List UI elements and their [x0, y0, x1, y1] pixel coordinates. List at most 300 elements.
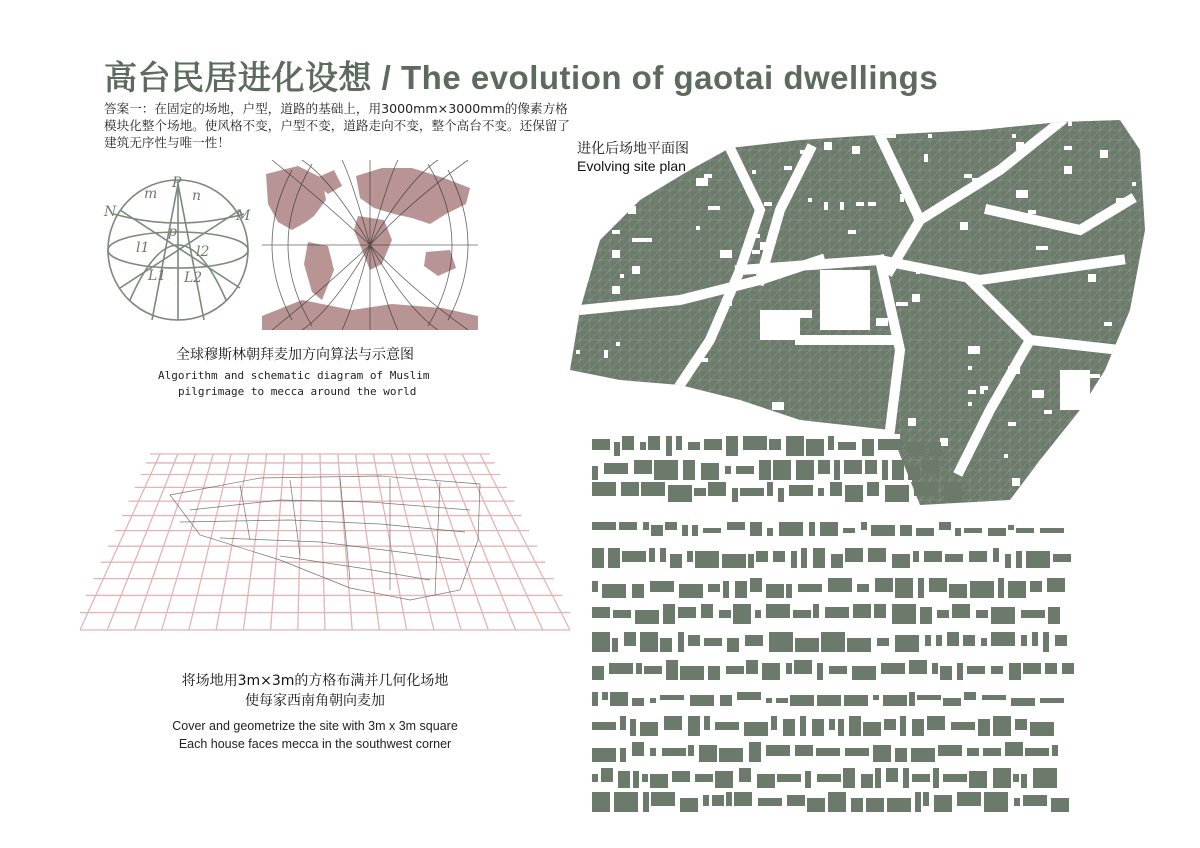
site-gap — [612, 286, 620, 294]
block-piece — [831, 554, 843, 568]
site-gap — [608, 174, 620, 182]
block-piece — [610, 692, 628, 706]
block-piece — [813, 604, 819, 618]
block-piece — [1014, 798, 1020, 806]
site-gap — [968, 346, 980, 354]
site-gap — [752, 250, 760, 254]
block-piece — [726, 792, 732, 806]
block-piece — [794, 660, 812, 674]
block-piece — [744, 722, 768, 736]
block-piece — [825, 607, 849, 618]
block-piece — [909, 692, 915, 706]
label-l1: l1 — [136, 240, 150, 256]
block-piece — [878, 439, 902, 450]
block-piece — [838, 442, 856, 450]
block-piece — [943, 774, 967, 782]
block-piece — [1026, 551, 1050, 568]
site-gap — [824, 142, 832, 150]
block-piece — [650, 774, 668, 788]
block-piece — [618, 771, 630, 788]
block-piece — [715, 722, 739, 730]
block-piece — [871, 525, 895, 536]
block-piece — [592, 666, 604, 680]
block-piece — [672, 771, 690, 782]
block-piece — [843, 768, 855, 788]
grid-line-vertical — [107, 454, 178, 630]
block-piece — [816, 748, 840, 756]
site-gap — [984, 386, 988, 390]
block-piece — [895, 748, 907, 762]
block-piece — [727, 638, 739, 652]
block-piece — [813, 548, 825, 568]
block-piece — [643, 792, 649, 812]
grid-line-vertical — [216, 454, 249, 630]
site-gap — [720, 250, 732, 258]
block-piece — [773, 551, 785, 562]
block-piece — [756, 551, 768, 562]
block-piece — [666, 436, 672, 456]
block-piece — [1015, 719, 1027, 730]
block-piece — [592, 522, 616, 530]
site-gap — [852, 146, 860, 154]
block-piece — [648, 436, 660, 450]
site-gap — [616, 342, 620, 346]
block-piece — [602, 692, 608, 700]
block-piece — [769, 439, 781, 450]
block-piece — [660, 695, 684, 700]
site-gap — [748, 118, 752, 126]
site-gap — [1016, 190, 1028, 198]
site-gap — [840, 202, 844, 210]
block-piece — [903, 768, 909, 788]
site-gap — [1100, 386, 1104, 390]
block-piece — [852, 666, 876, 680]
block-piece — [967, 748, 979, 756]
block-piece — [845, 548, 863, 562]
block-piece — [1016, 551, 1022, 568]
block-piece — [664, 716, 682, 730]
block-piece — [817, 663, 823, 680]
block-piece — [726, 666, 744, 674]
label-N: N — [104, 204, 117, 220]
site-gap — [856, 202, 864, 206]
block-piece — [885, 485, 909, 502]
site-gap — [568, 422, 576, 430]
block-piece — [991, 607, 1015, 624]
block-piece — [748, 554, 754, 568]
block-piece — [845, 748, 869, 756]
block-piece — [957, 663, 963, 680]
block-piece — [680, 666, 704, 680]
block-piece — [699, 745, 717, 762]
block-piece — [791, 551, 797, 568]
exploded-block-rows — [592, 436, 1084, 816]
algorithm-caption-en-1: Algorithm and schematic diagram of Muslim — [158, 369, 430, 382]
site-gap — [1132, 182, 1136, 186]
block-piece — [758, 798, 782, 806]
block-piece — [757, 774, 775, 788]
block-piece — [861, 774, 873, 788]
block-piece — [949, 584, 967, 598]
block-piece — [715, 771, 733, 788]
block-piece — [809, 522, 815, 536]
block-piece — [592, 748, 616, 762]
algorithm-caption-en-2: pilgrimage to mecca around the world — [178, 385, 417, 398]
block-piece — [740, 488, 764, 496]
site-gap — [968, 366, 972, 370]
block-piece — [818, 460, 830, 474]
site-gap — [1064, 166, 1072, 174]
site-gap — [1136, 458, 1144, 466]
block-piece — [766, 584, 784, 598]
block-piece — [786, 584, 792, 598]
block-piece — [925, 635, 931, 646]
block-piece — [887, 798, 911, 812]
block-piece — [624, 632, 636, 646]
block-piece — [927, 716, 945, 730]
block-piece — [916, 528, 934, 536]
block-piece — [875, 578, 893, 592]
grid-line-vertical — [80, 454, 160, 630]
block-piece — [853, 604, 871, 618]
block-piece — [918, 578, 924, 598]
block-piece — [907, 442, 925, 456]
block-piece — [884, 719, 896, 730]
block-piece — [866, 798, 884, 812]
block-piece — [654, 460, 678, 480]
block-piece — [1053, 554, 1071, 562]
block-piece — [621, 482, 639, 496]
block-piece — [668, 485, 692, 502]
block-piece — [636, 663, 642, 674]
block-piece — [991, 632, 1015, 646]
block-piece — [821, 632, 845, 652]
block-piece — [703, 528, 721, 533]
site-gap — [564, 410, 572, 414]
block-piece — [991, 666, 1003, 674]
site-gap — [792, 122, 800, 126]
block-piece — [834, 460, 840, 480]
site-gap — [580, 262, 592, 270]
block-piece — [679, 584, 703, 598]
block-piece — [694, 488, 706, 496]
block-piece — [642, 774, 648, 782]
block-piece — [863, 722, 881, 736]
block-piece — [720, 695, 732, 706]
block-piece — [937, 610, 949, 618]
block-piece — [644, 666, 662, 674]
block-piece — [779, 522, 803, 536]
site-gap — [1068, 118, 1072, 126]
site-gap — [604, 350, 608, 358]
block-piece — [1013, 774, 1019, 782]
site-gap — [568, 118, 572, 126]
block-piece — [608, 548, 620, 568]
block-piece — [783, 719, 795, 736]
block-piece — [998, 578, 1004, 598]
block-piece — [620, 748, 626, 762]
block-piece — [688, 716, 700, 736]
block-piece — [732, 488, 738, 502]
site-gap — [928, 134, 932, 138]
block-piece — [687, 551, 693, 562]
block-piece — [737, 692, 761, 700]
block-piece — [1032, 632, 1038, 646]
block-piece — [877, 638, 889, 646]
site-gap — [960, 222, 968, 230]
site-gap — [1064, 146, 1072, 150]
grid-line-vertical — [356, 454, 380, 630]
block-piece — [701, 604, 713, 618]
block-piece — [736, 466, 754, 474]
block-piece — [767, 528, 773, 536]
site-gap — [764, 202, 772, 206]
block-piece — [1023, 795, 1047, 806]
site-gap — [968, 390, 976, 394]
block-piece — [766, 604, 790, 618]
block-piece — [704, 439, 722, 450]
site-gap — [708, 206, 720, 210]
block-piece — [719, 748, 743, 762]
block-piece — [875, 768, 881, 788]
block-piece — [683, 460, 695, 480]
block-piece — [967, 666, 985, 674]
block-piece — [1008, 581, 1026, 598]
block-piece — [650, 698, 656, 703]
block-piece — [755, 610, 761, 618]
block-piece — [817, 695, 841, 706]
block-piece — [900, 525, 912, 536]
block-piece — [829, 666, 847, 674]
site-gap — [564, 250, 568, 258]
block-piece — [719, 610, 731, 618]
site-gap — [964, 174, 972, 178]
label-L1: L1 — [148, 268, 167, 284]
label-n: n — [192, 188, 202, 204]
block-piece — [640, 722, 658, 736]
label-L2: L2 — [184, 270, 203, 286]
block-piece — [817, 774, 841, 782]
block-piece — [786, 436, 804, 456]
block-piece — [750, 522, 762, 536]
algorithm-caption-cn: 全球穆斯林朝拜麦加方向算法与示意图 — [176, 347, 414, 363]
block-piece — [909, 660, 927, 674]
label-M: M — [236, 208, 251, 224]
block-piece — [592, 792, 610, 812]
block-piece — [969, 551, 987, 562]
block-piece — [849, 716, 861, 736]
block-piece — [969, 771, 987, 788]
block-piece — [936, 635, 942, 646]
block-piece — [592, 774, 598, 782]
block-piece — [861, 522, 867, 530]
block-piece — [666, 660, 678, 680]
block-piece — [963, 635, 975, 646]
block-piece — [945, 554, 963, 562]
block-piece — [592, 692, 598, 706]
block-piece — [777, 774, 801, 782]
block-piece — [688, 745, 694, 756]
site-gap — [628, 206, 636, 214]
block-piece — [828, 578, 852, 592]
site-gap — [980, 386, 984, 394]
block-piece — [786, 663, 792, 674]
block-piece — [812, 719, 824, 736]
block-piece — [917, 695, 941, 700]
block-piece — [882, 460, 888, 480]
label-m: m — [144, 186, 158, 202]
block-piece — [955, 528, 961, 536]
block-piece — [988, 528, 1006, 536]
grid-line-vertical — [189, 454, 231, 630]
site-gap — [800, 310, 812, 318]
site-gap — [868, 202, 876, 206]
block-piece — [676, 436, 682, 450]
block-piece — [609, 663, 633, 674]
block-piece — [1062, 663, 1074, 674]
block-piece — [970, 581, 994, 598]
block-piece — [873, 745, 891, 762]
block-piece — [1051, 798, 1069, 812]
site-gap — [968, 402, 972, 406]
block-piece — [943, 698, 961, 706]
block-piece — [807, 798, 825, 812]
site-gap — [924, 154, 928, 162]
block-piece — [952, 604, 970, 618]
block-piece — [708, 482, 726, 496]
site-gap — [1032, 390, 1044, 398]
block-piece — [911, 748, 935, 762]
block-piece — [640, 632, 658, 652]
block-piece — [944, 482, 962, 502]
block-piece — [820, 522, 838, 536]
block-piece — [830, 482, 842, 496]
block-piece — [951, 722, 975, 730]
block-piece — [660, 548, 666, 562]
block-piece — [688, 442, 700, 450]
site-gap — [704, 398, 708, 406]
block-piece — [635, 610, 659, 624]
site-gap — [560, 290, 568, 294]
block-piece — [727, 522, 745, 530]
block-piece — [759, 460, 771, 480]
block-piece — [844, 695, 868, 706]
block-piece — [592, 581, 598, 592]
block-piece — [1025, 748, 1049, 756]
block-piece — [913, 551, 919, 562]
site-gap — [608, 118, 612, 122]
block-piece — [690, 695, 714, 706]
block-piece — [838, 719, 844, 736]
site-gap — [608, 194, 620, 198]
site-gap — [1044, 410, 1052, 414]
block-piece — [795, 638, 819, 652]
block-piece — [818, 488, 824, 496]
block-piece — [939, 522, 951, 530]
block-piece — [776, 698, 788, 703]
block-piece — [640, 442, 646, 450]
block-piece — [789, 485, 813, 496]
block-piece — [695, 774, 713, 782]
site-gap — [1028, 210, 1036, 214]
site-gap — [1088, 274, 1096, 282]
block-piece — [619, 522, 637, 530]
block-piece — [964, 692, 976, 700]
block-piece — [703, 795, 709, 806]
block-piece — [1023, 663, 1041, 674]
site-gap — [832, 110, 836, 114]
site-gap — [1008, 422, 1016, 426]
page-title: 高台民居进化设想 / The evolution of gaotai dwellings — [104, 59, 939, 96]
label-l2: l2 — [196, 244, 210, 260]
block-piece — [1033, 768, 1057, 788]
block-piece — [912, 719, 924, 736]
block-piece — [929, 578, 947, 592]
block-piece — [746, 660, 758, 674]
block-piece — [614, 792, 638, 812]
world-map-diagram — [262, 160, 478, 330]
block-piece — [769, 632, 793, 652]
site-gap — [696, 178, 708, 186]
block-piece — [895, 578, 913, 598]
block-piece — [1021, 774, 1027, 788]
block-piece — [873, 695, 879, 700]
grid-caption-cn-2: 使每家西南角朝向麦加 — [245, 693, 385, 709]
block-piece — [881, 663, 905, 674]
block-piece — [867, 482, 879, 496]
grid-line-vertical — [134, 454, 195, 630]
block-piece — [892, 604, 916, 624]
block-piece — [1045, 663, 1057, 674]
block-piece — [650, 748, 656, 756]
block-piece — [857, 584, 869, 592]
site-gap — [568, 182, 576, 186]
block-piece — [704, 638, 722, 646]
block-piece — [662, 748, 686, 756]
site-gap — [752, 170, 756, 174]
block-piece — [750, 578, 762, 592]
block-piece — [735, 581, 747, 598]
block-piece — [766, 745, 790, 756]
grid-line-vertical — [480, 454, 570, 630]
block-piece — [613, 610, 631, 618]
block-piece — [708, 666, 720, 680]
block-piece — [964, 528, 982, 533]
block-piece — [795, 745, 813, 756]
block-piece — [688, 635, 700, 646]
block-piece — [708, 584, 720, 592]
proposal-text: 答案一：在固定的场地，户型，道路的基础上，用3000mm×3000mm的像素方格模块化整个场地。使风格不变，户型不变，道路走向不变，整个高台不变。还保留了建筑无序性与唯一性！ — [104, 101, 570, 150]
block-piece — [892, 554, 910, 568]
site-gap — [772, 402, 784, 410]
block-piece — [592, 548, 604, 568]
block-piece — [862, 439, 874, 456]
block-piece — [790, 695, 814, 706]
block-piece — [649, 548, 655, 562]
site-gap — [632, 266, 640, 274]
block-piece — [641, 482, 665, 496]
block-piece — [665, 522, 677, 530]
block-piece — [984, 792, 1008, 812]
site-gap — [608, 134, 612, 142]
site-plan-caption-cn: 进化后场地平面图 — [577, 141, 689, 157]
site-gap — [1152, 154, 1156, 162]
block-piece — [874, 604, 886, 618]
block-piece — [957, 792, 981, 806]
block-piece — [922, 460, 940, 474]
block-piece — [914, 482, 938, 496]
block-piece — [739, 768, 751, 782]
